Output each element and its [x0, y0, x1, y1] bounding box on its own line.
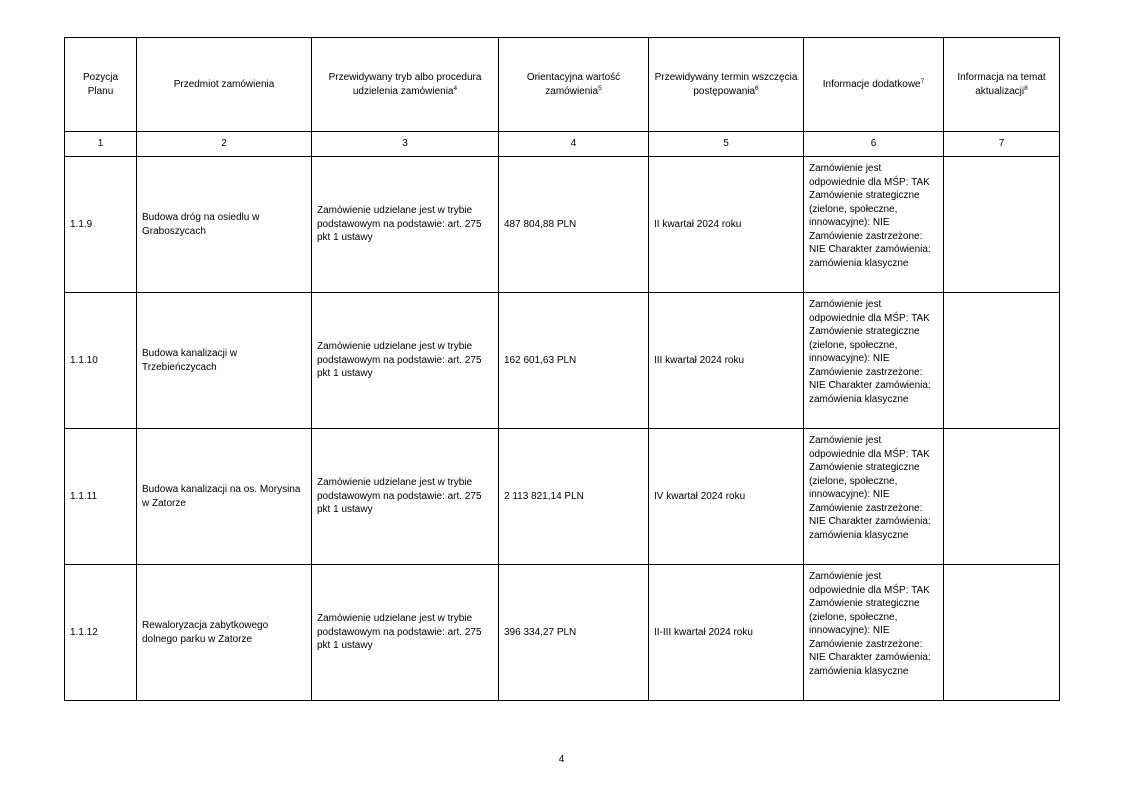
value-cell: 162 601,63 PLN: [499, 293, 649, 429]
update-cell: [944, 157, 1060, 293]
value-cell: 2 113 821,14 PLN: [499, 429, 649, 565]
procedure-cell: Zamówienie udzielane jest w trybie podstawowym na podstawie: art. 275 pkt 1 ustawy: [312, 157, 499, 293]
header-subject: Przedmiot zamówienia: [137, 38, 312, 132]
subject-cell: Rewaloryzacja zabytkowego dolnego parku w Zatorze: [137, 565, 312, 701]
subject-cell: Budowa dróg na osiedlu w Graboszycach: [137, 157, 312, 293]
term-cell: II kwartał 2024 roku: [649, 157, 804, 293]
header-update: Informacja na temat aktualizacji$^8$: [944, 38, 1060, 132]
term-cell: IV kwartał 2024 roku: [649, 429, 804, 565]
column-number: 1: [65, 132, 137, 157]
update-cell: [944, 293, 1060, 429]
column-number: 3: [312, 132, 499, 157]
procedure-cell: Zamówienie udzielane jest w trybie podstawowym na podstawie: art. 275 pkt 1 ustawy: [312, 293, 499, 429]
table-row: [65, 157, 1060, 293]
info-cell: Zamówienie jest odpowiednie dla MŚP: TAK Zamówienie strategiczne (zielone, społeczne, innowacyjne): NIE Zamówienie zastrzeżone: NIE Charakter zamówienia: zamówienia klasyczne: [804, 293, 944, 429]
position-cell: 1.1.11: [65, 429, 137, 565]
procedure-cell: Zamówienie udzielane jest w trybie podstawowym na podstawie: art. 275 pkt 1 ustawy: [312, 565, 499, 701]
column-number: 6: [804, 132, 944, 157]
value-cell: 487 804,88 PLN: [499, 157, 649, 293]
position-cell: 1.1.12: [65, 565, 137, 701]
info-cell: Zamówienie jest odpowiednie dla MŚP: TAK Zamówienie strategiczne (zielone, społeczne, innowacyjne): NIE Zamówienie zastrzeżone: NIE Charakter zamówienia: zamówienia klasyczne: [804, 429, 944, 565]
column-number: 7: [944, 132, 1060, 157]
header-position: Pozycja Planu: [65, 38, 137, 132]
procurement-plan-table: [64, 37, 1060, 701]
value-cell: 396 334,27 PLN: [499, 565, 649, 701]
info-cell: Zamówienie jest odpowiednie dla MŚP: TAK Zamówienie strategiczne (zielone, społeczne, innowacyjne): NIE Zamówienie zastrzeżone: NIE Charakter zamówienia: zamówienia klasyczne: [804, 565, 944, 701]
column-number: 4: [499, 132, 649, 157]
header-term: Przewidywany termin wszczęcia postępowania$^6$: [649, 38, 804, 132]
column-number: 2: [137, 132, 312, 157]
header-info: Informacje dodatkowe$^7$: [804, 38, 944, 132]
procedure-cell: Zamówienie udzielane jest w trybie podstawowym na podstawie: art. 275 pkt 1 ustawy: [312, 429, 499, 565]
table-header-row: [65, 38, 1060, 132]
update-cell: [944, 565, 1060, 701]
page-number: 4: [558, 754, 565, 765]
header-procedure: Przewidywany tryb albo procedura udzielenia zamówienia$^4$: [312, 38, 499, 132]
position-cell: 1.1.9: [65, 157, 137, 293]
header-value: Orientacyjna wartość zamówienia$^5$: [499, 38, 649, 132]
term-cell: III kwartał 2024 roku: [649, 293, 804, 429]
term-cell: II-III kwartał 2024 roku: [649, 565, 804, 701]
table-row: [65, 293, 1060, 429]
table-row: [65, 565, 1060, 701]
table-row: [65, 429, 1060, 565]
subject-cell: Budowa kanalizacji na os. Morysina w Zatorze: [137, 429, 312, 565]
subject-cell: Budowa kanalizacji w Trzebieńczycach: [137, 293, 312, 429]
column-numbers-row: [65, 132, 1060, 157]
column-number: 5: [649, 132, 804, 157]
position-cell: 1.1.10: [65, 293, 137, 429]
update-cell: [944, 429, 1060, 565]
info-cell: Zamówienie jest odpowiednie dla MŚP: TAK Zamówienie strategiczne (zielone, społeczne, innowacyjne): NIE Zamówienie zastrzeżone: NIE Charakter zamówienia: zamówienia klasyczne: [804, 157, 944, 293]
